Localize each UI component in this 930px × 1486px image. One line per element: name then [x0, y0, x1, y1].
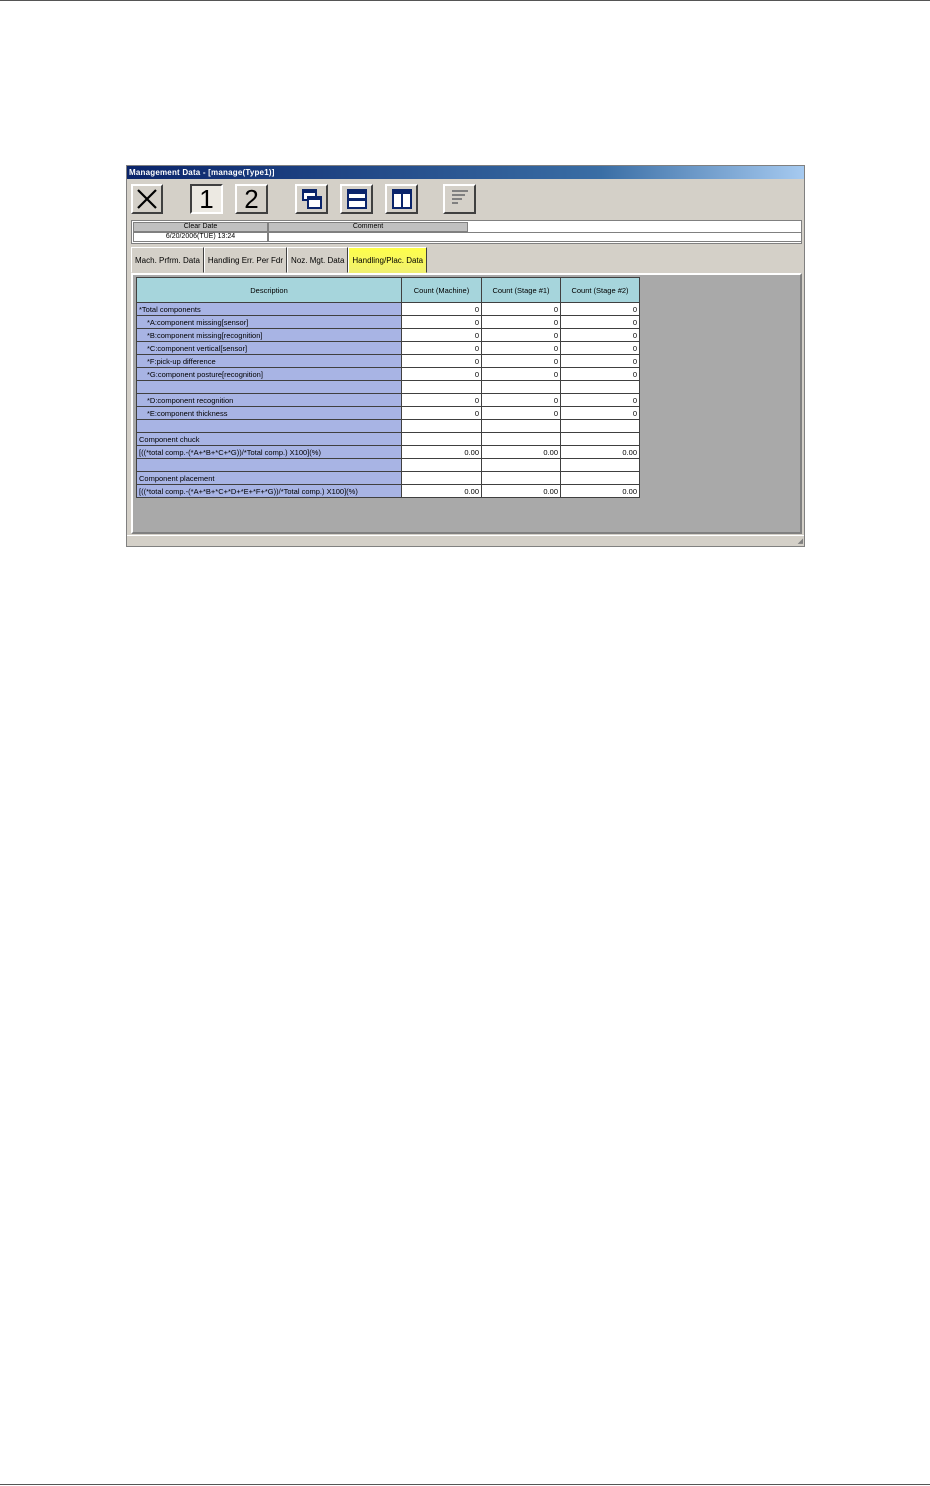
count-stage-1-cell: 0.00 — [482, 485, 561, 498]
table-row — [137, 472, 640, 485]
tab-strip — [131, 247, 427, 273]
close-icon — [136, 188, 158, 210]
resize-grip-icon[interactable]: ◢ — [797, 538, 803, 545]
count-machine-cell: 0 — [402, 368, 482, 381]
count-stage-1-cell: 0 — [482, 303, 561, 316]
page-1-button[interactable] — [190, 184, 223, 214]
table-row — [137, 381, 640, 394]
row-description — [137, 459, 402, 472]
table-row — [137, 368, 640, 381]
handling-placement-table — [136, 277, 640, 498]
table-row — [137, 303, 640, 316]
list-lines-icon — [449, 188, 471, 210]
count-stage-1-cell — [482, 420, 561, 433]
column-header-count-stage-1: Count (Stage #1) — [482, 278, 561, 303]
count-machine-cell — [402, 381, 482, 394]
count-stage-2-cell: 0.00 — [561, 446, 640, 459]
table-header-row — [137, 278, 640, 303]
table-row — [137, 420, 640, 433]
column-header-count-machine: Count (Machine) — [402, 278, 482, 303]
table-row — [137, 316, 640, 329]
count-machine-cell: 0 — [402, 407, 482, 420]
count-stage-1-cell — [482, 459, 561, 472]
count-stage-1-cell: 0 — [482, 355, 561, 368]
management-data-window — [126, 165, 805, 547]
count-stage-2-cell — [561, 420, 640, 433]
info-bar — [131, 220, 802, 244]
count-machine-cell: 0.00 — [402, 485, 482, 498]
table-row — [137, 342, 640, 355]
row-description: *F:pick-up difference — [137, 355, 402, 368]
column-header-description: Description — [137, 278, 402, 303]
count-machine-cell — [402, 459, 482, 472]
row-description: [((*total comp.-(*A+*B+*C+*G))/*Total comp.) X100](%) — [137, 446, 402, 459]
row-description: *D:component recognition — [137, 394, 402, 407]
count-stage-2-cell: 0 — [561, 329, 640, 342]
tile-vertical-button[interactable] — [385, 184, 418, 214]
column-header-count-stage-2: Count (Stage #2) — [561, 278, 640, 303]
clear-date-header: Clear Date — [133, 222, 268, 232]
count-machine-cell: 0 — [402, 316, 482, 329]
count-stage-1-cell — [482, 433, 561, 446]
page-2-button[interactable] — [235, 184, 268, 214]
page-bottom-rule — [0, 1484, 930, 1485]
window-title: Management Data - [manage(Type1)] — [127, 166, 804, 179]
tab-handling-plac-data[interactable]: Handling/Plac. Data — [348, 247, 427, 273]
count-stage-1-cell: 0 — [482, 407, 561, 420]
count-stage-2-cell — [561, 459, 640, 472]
tab-handling-err-per-fdr[interactable]: Handling Err. Per Fdr — [204, 247, 287, 273]
table-row — [137, 459, 640, 472]
tab-noz-mgt-data[interactable]: Noz. Mgt. Data — [287, 247, 348, 273]
count-stage-2-cell: 0 — [561, 394, 640, 407]
count-machine-cell: 0.00 — [402, 446, 482, 459]
table-row — [137, 485, 640, 498]
count-stage-2-cell: 0 — [561, 407, 640, 420]
tile-horizontal-icon — [346, 188, 368, 210]
count-stage-2-cell: 0 — [561, 368, 640, 381]
count-stage-2-cell — [561, 433, 640, 446]
row-description: *Total components — [137, 303, 402, 316]
row-description — [137, 420, 402, 433]
data-panel — [131, 273, 802, 534]
count-stage-1-cell: 0 — [482, 316, 561, 329]
comment-header: Comment — [268, 222, 468, 232]
close-button[interactable] — [131, 184, 163, 214]
row-description: Component placement — [137, 472, 402, 485]
count-stage-2-cell: 0.00 — [561, 485, 640, 498]
count-machine-cell — [402, 420, 482, 433]
tab-mach-prfrm-data[interactable]: Mach. Prfrm. Data — [131, 247, 204, 273]
count-machine-cell: 0 — [402, 329, 482, 342]
toolbar — [127, 179, 804, 217]
cascade-windows-button[interactable] — [295, 184, 328, 214]
row-description: *G:component posture[recognition] — [137, 368, 402, 381]
comment-field[interactable] — [268, 232, 801, 242]
table-row — [137, 329, 640, 342]
row-description: Component chuck — [137, 433, 402, 446]
count-stage-2-cell: 0 — [561, 342, 640, 355]
table-row — [137, 355, 640, 368]
count-machine-cell — [402, 433, 482, 446]
tile-horizontal-button[interactable] — [340, 184, 373, 214]
table-row — [137, 394, 640, 407]
row-description: *E:component thickness — [137, 407, 402, 420]
table-row — [137, 407, 640, 420]
count-stage-1-cell — [482, 381, 561, 394]
count-machine-cell: 0 — [402, 303, 482, 316]
count-stage-2-cell — [561, 381, 640, 394]
page-top-rule — [0, 0, 930, 1]
count-stage-2-cell: 0 — [561, 355, 640, 368]
clear-date-value: 6/20/2006(TUE) 13:24 — [133, 232, 268, 242]
row-description: *A:component missing[sensor] — [137, 316, 402, 329]
count-machine-cell: 0 — [402, 342, 482, 355]
count-machine-cell: 0 — [402, 394, 482, 407]
count-stage-2-cell: 0 — [561, 303, 640, 316]
count-machine-cell: 0 — [402, 355, 482, 368]
page-2-label: 2 — [244, 184, 259, 214]
status-bar — [127, 535, 804, 546]
row-description — [137, 381, 402, 394]
count-stage-2-cell: 0 — [561, 316, 640, 329]
count-machine-cell — [402, 472, 482, 485]
count-stage-1-cell: 0 — [482, 368, 561, 381]
cascade-windows-icon — [301, 188, 323, 210]
count-stage-1-cell: 0 — [482, 329, 561, 342]
row-description: *C:component vertical[sensor] — [137, 342, 402, 355]
table-row — [137, 446, 640, 459]
page-1-label: 1 — [199, 184, 214, 214]
count-stage-1-cell: 0.00 — [482, 446, 561, 459]
count-stage-1-cell: 0 — [482, 394, 561, 407]
tile-vertical-icon — [391, 188, 413, 210]
count-stage-1-cell: 0 — [482, 342, 561, 355]
list-view-button[interactable] — [443, 184, 476, 214]
row-description: *B:component missing[recognition] — [137, 329, 402, 342]
count-stage-2-cell — [561, 472, 640, 485]
count-stage-1-cell — [482, 472, 561, 485]
row-description: [((*total comp.-(*A+*B+*C+*D+*E+*F+*G))/*Total comp.) X100](%) — [137, 485, 402, 498]
table-row — [137, 433, 640, 446]
